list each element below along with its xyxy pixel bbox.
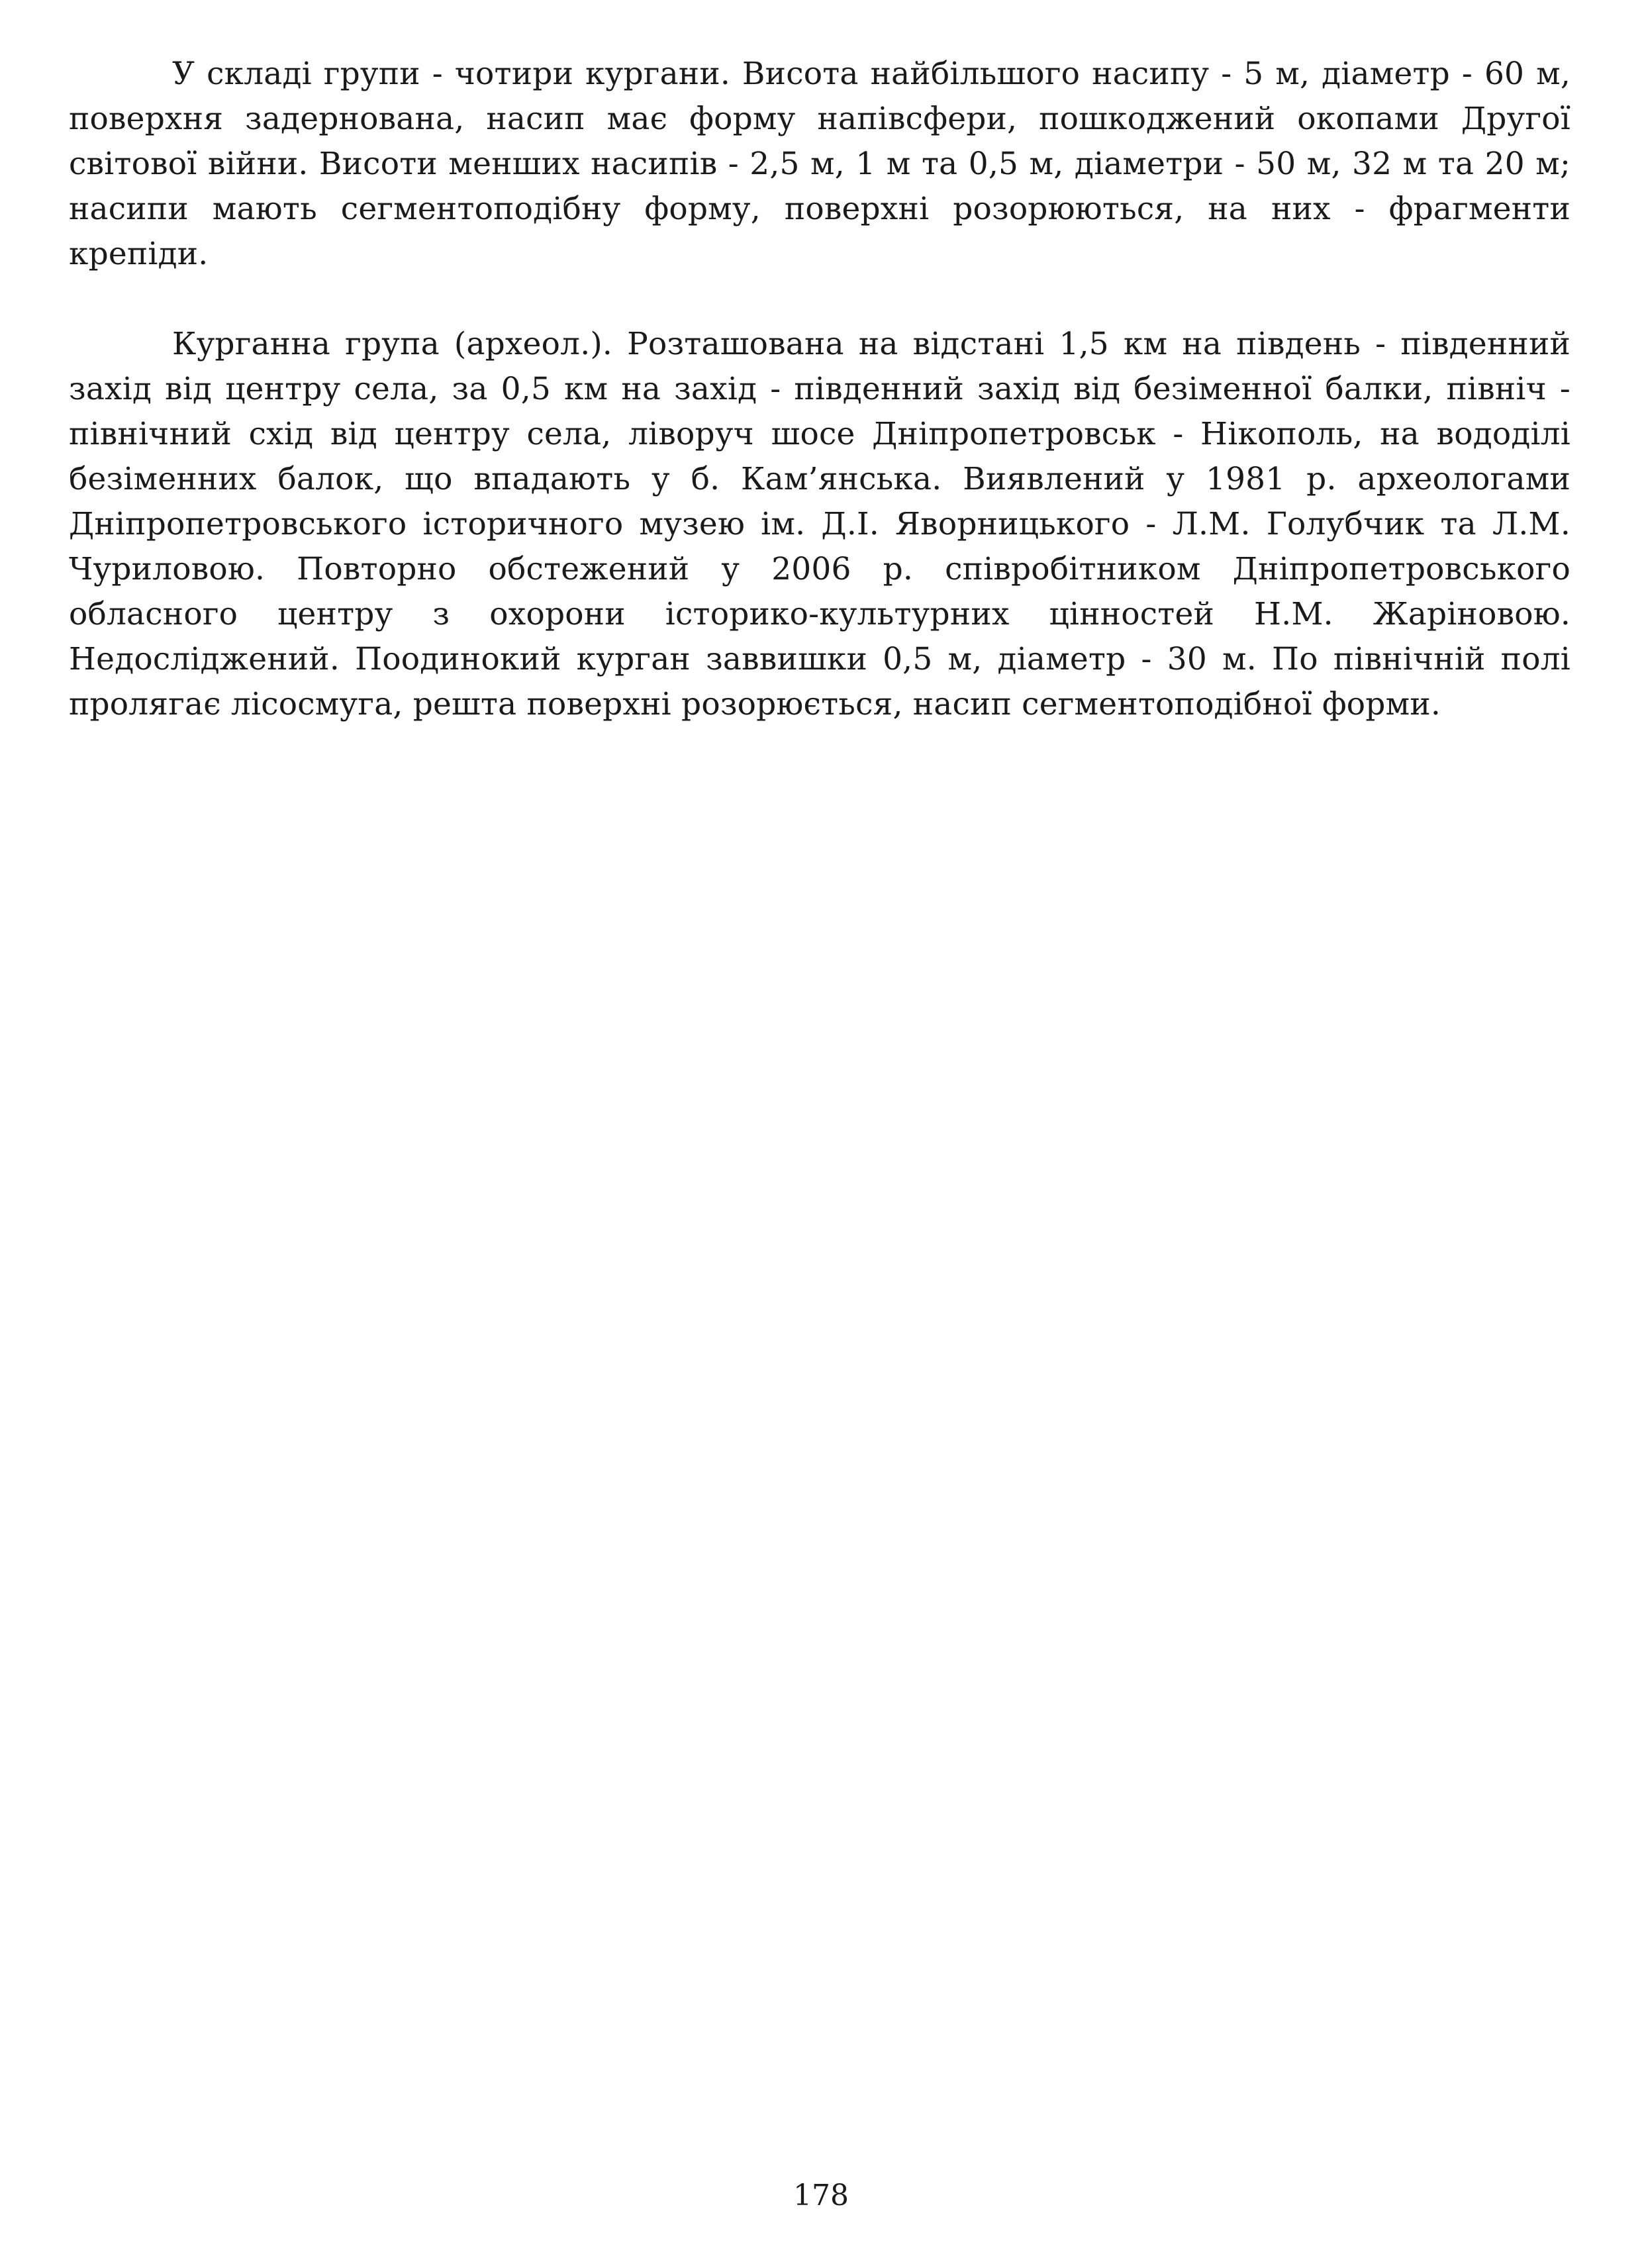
- paragraph-kurgan-group-composition: У складі групи - чотири кургани. Висота найбільшого насипу - 5 м, діаметр - 60 м, поверхня задернована, насип має форму напівсфери, пошкоджений окопами Другої світової війни. Висоти менших насипів - 2,5 м, 1 м та 0,5 м, діаметри - 50 м, 32 м та 20 м; насипи мають сегментоподібну форму, поверхні розорюються, на них - фрагменти крепіди.: [69, 56, 1570, 272]
- page-number: 178: [793, 2179, 849, 2212]
- paragraph-kurgan-group-description: Курганна група (археол.). Розташована на відстані 1,5 км на південь - південний захід від центру села, за 0,5 км на захід - південний захід від безіменної балки, північ - північний схід від центру села, ліворуч шосе Дніпропетровськ - Нікополь, на вододілі безіменних балок, що впадають у б. Кам’янська. Виявлений у 1981 р. археологами Дніпропетровського історичного музею ім. Д.І. Яворницького - Л.М. Голубчик та Л.М. Чуриловою. Повторно обстежений у 2006 р. співробітником Дніпропетровського обласного центру з охорони історико-культурних цінностей Н.М. Жаріновою. Недосліджений. Поодинокий курган заввишки 0,5 м, діаметр - 30 м. По північній полі пролягає лісосмуга, решта поверхні розорюється, насип сегментоподібної форми.: [69, 326, 1570, 722]
- body-text: [69, 52, 1570, 727]
